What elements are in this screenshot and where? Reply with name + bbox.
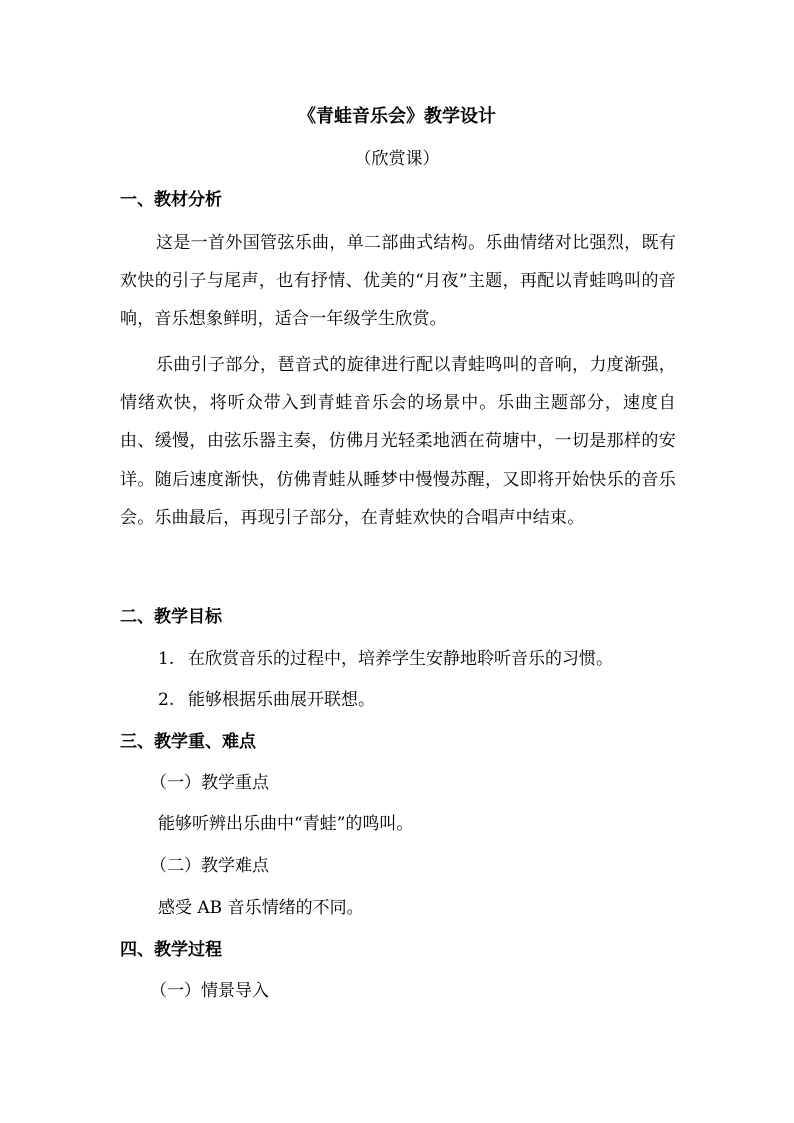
objective-text: 在欣赏音乐的过程中，培养学生安静地聆听音乐的习惯。 [188, 649, 613, 669]
section-heading-analysis: 一、教材分析 [120, 190, 222, 210]
difficulty-text: 感受 AB 音乐情绪的不同。 [158, 898, 364, 918]
objective-number: 2. [158, 690, 175, 710]
subheading-introduction: （一）情景导入 [150, 981, 269, 1001]
objective-text: 能够根据乐曲展开联想。 [188, 690, 375, 710]
document-title: 《青蛙音乐会》教学设计 [298, 106, 496, 127]
section-heading-key-points: 三、教学重、难点 [120, 732, 256, 752]
objective-item-1 [158, 646, 613, 672]
paragraph-analysis-2: 乐曲引子部分，琶音式的旋律进行配以青蛙鸣叫的音响，力度渐强，情绪欢快，将听众带入到青蛙音乐会的场景中。乐曲主题部分，速度自由、缓慢，由弦乐器主奏，仿佛月光轻柔地洒在荷塘中，一切是那样的安详。随后速度渐快，仿佛青蛙从睡梦中慢慢苏醒，又即将开始快乐的音乐会。乐曲最后，再现引子部分，在青蛙欢快的合唱声中结束。 [120, 355, 676, 528]
paragraph-analysis-1: 这是一首外国管弦乐曲，单二部曲式结构。乐曲情绪对比强烈，既有欢快的引子与尾声，也有抒情、优美的“月夜”主题，再配以青蛙鸣叫的音响，音乐想象鲜明，适合一年级学生欣赏。 [120, 233, 676, 330]
objective-number: 1. [158, 649, 175, 669]
section-heading-process: 四、教学过程 [120, 940, 222, 960]
subheading-key-point: （一）教学重点 [150, 773, 269, 793]
subheading-difficulty: （二）教学难点 [150, 856, 269, 876]
objective-item-2 [158, 687, 375, 713]
key-point-text: 能够听辨出乐曲中“青蛙”的鸣叫。 [158, 814, 414, 834]
document-subtitle: （欣赏课） [354, 149, 440, 169]
section-heading-objectives: 二、教学目标 [120, 607, 222, 627]
